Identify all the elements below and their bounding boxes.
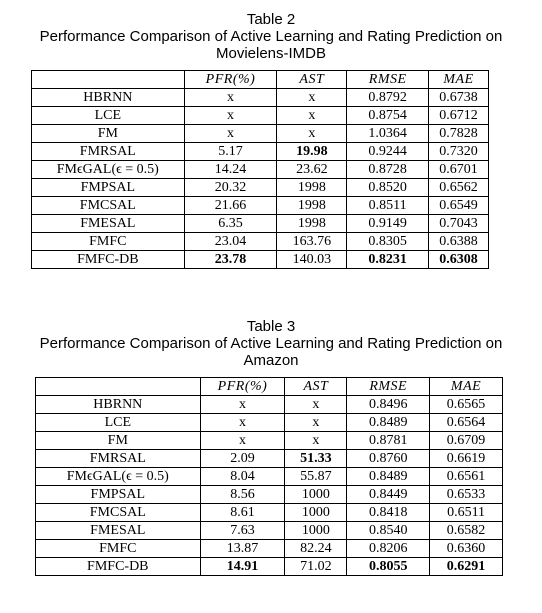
table2-header-row (36, 378, 503, 396)
table-row (36, 558, 503, 576)
table1-cell-mae: 0.6738 (429, 89, 489, 107)
table2-cell-mae: 0.6619 (430, 450, 503, 468)
table2-cell-mae: 0.6709 (430, 432, 503, 450)
table2-cell-pfr: 8.56 (200, 486, 285, 504)
table1-cell-ast: 19.98 (277, 143, 347, 161)
table1-cell-ast: x (277, 89, 347, 107)
table1-cell-pfr: x (184, 107, 277, 125)
table2-cell-method: FMFC (36, 540, 201, 558)
table1-cell-ast: 1998 (277, 197, 347, 215)
table1-cell-method: FMCSAL (32, 197, 185, 215)
table2-cell-rmse: 0.8760 (347, 450, 430, 468)
table2-cell-rmse: 0.8489 (347, 468, 430, 486)
table1-cell-method: FMRSAL (32, 143, 185, 161)
table2-cell-ast: 1000 (285, 522, 347, 540)
table1-cell-mae: 0.7043 (429, 215, 489, 233)
table1-cell-mae: 0.6562 (429, 179, 489, 197)
table-row (32, 179, 489, 197)
table2-cell-pfr: 14.91 (200, 558, 285, 576)
table1-cell-method: FMFC (32, 233, 185, 251)
table2-cell-ast: x (285, 414, 347, 432)
table1-cell-mae: 0.6712 (429, 107, 489, 125)
table2-cell-mae: 0.6564 (430, 414, 503, 432)
table-row (32, 143, 489, 161)
table1-header-mae: MAE (429, 71, 489, 89)
table2-cell-ast: 1000 (285, 504, 347, 522)
table2-cell-mae: 0.6511 (430, 504, 503, 522)
table1-label: Table 2 (246, 11, 296, 28)
table1-header-rmse: RMSE (347, 71, 429, 89)
table2-cell-mae: 0.6565 (430, 396, 503, 414)
table-row (32, 197, 489, 215)
table2-cell-rmse: 0.8489 (347, 414, 430, 432)
table1-header-row (32, 71, 489, 89)
table2-cell-pfr: 13.87 (200, 540, 285, 558)
table2-cell-method: FMPSAL (36, 486, 201, 504)
table2-cell-ast: 1000 (285, 486, 347, 504)
table2-cell-pfr: x (200, 432, 285, 450)
table1-cell-pfr: 20.32 (184, 179, 277, 197)
table2-cell-pfr: 2.09 (200, 450, 285, 468)
table1-cell-rmse: 0.8231 (347, 251, 429, 269)
table1-header-pfr: PFR(%) (184, 71, 277, 89)
table-row (36, 504, 503, 522)
table-row (36, 414, 503, 432)
table2-cell-method: FMFC-DB (36, 558, 201, 576)
table-row (32, 125, 489, 143)
table1-cell-rmse: 0.8792 (347, 89, 429, 107)
table-row (32, 215, 489, 233)
table1-cell-ast: 1998 (277, 215, 347, 233)
table-row (32, 89, 489, 107)
table2-cell-pfr: 8.61 (200, 504, 285, 522)
table1-cell-mae: 0.6549 (429, 197, 489, 215)
table2-cell-method: HBRNN (36, 396, 201, 414)
table1-cell-rmse: 0.8754 (347, 107, 429, 125)
table1-cell-rmse: 1.0364 (347, 125, 429, 143)
table1-cell-rmse: 0.8511 (347, 197, 429, 215)
table2-cell-rmse: 0.8449 (347, 486, 430, 504)
table2-cell-mae: 0.6561 (430, 468, 503, 486)
table1-cell-method: FMϵGAL(ϵ = 0.5) (32, 161, 185, 179)
table1-cell-method: FMFC-DB (32, 251, 185, 269)
table2-cell-rmse: 0.8418 (347, 504, 430, 522)
table2-cell-rmse: 0.8055 (347, 558, 430, 576)
table1-cell-ast: 23.62 (277, 161, 347, 179)
table2-cell-method: FM (36, 432, 201, 450)
table2-cell-mae: 0.6582 (430, 522, 503, 540)
table2-title-line1: Performance Comparison of Active Learning and Rating Prediction on (39, 335, 503, 352)
table2-label: Table 3 (246, 318, 296, 335)
table1-cell-rmse: 0.9244 (347, 143, 429, 161)
table-row (36, 540, 503, 558)
table-row (36, 468, 503, 486)
table1-header-ast: AST (277, 71, 347, 89)
table2-cell-ast: 71.02 (285, 558, 347, 576)
table1-cell-rmse: 0.9149 (347, 215, 429, 233)
table-row (36, 486, 503, 504)
table2-performance-comparison (35, 377, 503, 576)
table1-cell-method: FMPSAL (32, 179, 185, 197)
table2-cell-rmse: 0.8540 (347, 522, 430, 540)
table-row (36, 432, 503, 450)
table2-cell-method: FMESAL (36, 522, 201, 540)
table1-cell-mae: 0.6388 (429, 233, 489, 251)
table2-cell-mae: 0.6360 (430, 540, 503, 558)
table2-cell-pfr: 7.63 (200, 522, 285, 540)
table2-header-ast: AST (285, 378, 347, 396)
table2-cell-ast: 82.24 (285, 540, 347, 558)
table2-cell-mae: 0.6533 (430, 486, 503, 504)
table1-title-line2: Movielens-IMDB (215, 45, 327, 62)
table1-cell-pfr: 6.35 (184, 215, 277, 233)
table1-cell-rmse: 0.8728 (347, 161, 429, 179)
table2-cell-rmse: 0.8206 (347, 540, 430, 558)
table1-cell-ast: 163.76 (277, 233, 347, 251)
table2-cell-mae: 0.6291 (430, 558, 503, 576)
table1-cell-method: FM (32, 125, 185, 143)
table2-title-line2: Amazon (243, 352, 299, 369)
table-row (32, 233, 489, 251)
table2-cell-method: FMRSAL (36, 450, 201, 468)
table1-cell-ast: x (277, 125, 347, 143)
table2-cell-method: FMϵGAL(ϵ = 0.5) (36, 468, 201, 486)
table-row (36, 396, 503, 414)
table1-cell-pfr: 21.66 (184, 197, 277, 215)
table2-cell-pfr: 8.04 (200, 468, 285, 486)
table1-title-line1: Performance Comparison of Active Learning and Rating Prediction on (39, 28, 503, 45)
table-row (32, 251, 489, 269)
table2-cell-pfr: x (200, 414, 285, 432)
table1-cell-pfr: 23.04 (184, 233, 277, 251)
table2-header-rmse: RMSE (347, 378, 430, 396)
table1-cell-pfr: x (184, 89, 277, 107)
table1-cell-ast: x (277, 107, 347, 125)
table1-cell-pfr: 14.24 (184, 161, 277, 179)
table1-cell-mae: 0.6308 (429, 251, 489, 269)
table1-header-method (32, 71, 185, 89)
table1-cell-mae: 0.7828 (429, 125, 489, 143)
table2-header-mae: MAE (430, 378, 503, 396)
table1-cell-mae: 0.6701 (429, 161, 489, 179)
table1-performance-comparison (31, 70, 489, 269)
table-row (32, 161, 489, 179)
table2-header-pfr: PFR(%) (200, 378, 285, 396)
table2-cell-ast: x (285, 396, 347, 414)
table2-cell-method: LCE (36, 414, 201, 432)
table1-cell-method: HBRNN (32, 89, 185, 107)
table2-cell-ast: 55.87 (285, 468, 347, 486)
table2-cell-ast: x (285, 432, 347, 450)
table2-header-method (36, 378, 201, 396)
table-row (36, 522, 503, 540)
table1-cell-pfr: x (184, 125, 277, 143)
table1-cell-rmse: 0.8305 (347, 233, 429, 251)
table1-cell-ast: 140.03 (277, 251, 347, 269)
table2-cell-method: FMCSAL (36, 504, 201, 522)
table1-cell-method: LCE (32, 107, 185, 125)
table-row (36, 450, 503, 468)
table-row (32, 107, 489, 125)
table2-cell-rmse: 0.8781 (347, 432, 430, 450)
table1-cell-pfr: 23.78 (184, 251, 277, 269)
table1-cell-method: FMESAL (32, 215, 185, 233)
table2-cell-pfr: x (200, 396, 285, 414)
table2-cell-ast: 51.33 (285, 450, 347, 468)
table1-cell-rmse: 0.8520 (347, 179, 429, 197)
table1-cell-pfr: 5.17 (184, 143, 277, 161)
table1-cell-ast: 1998 (277, 179, 347, 197)
table1-cell-mae: 0.7320 (429, 143, 489, 161)
table2-cell-rmse: 0.8496 (347, 396, 430, 414)
